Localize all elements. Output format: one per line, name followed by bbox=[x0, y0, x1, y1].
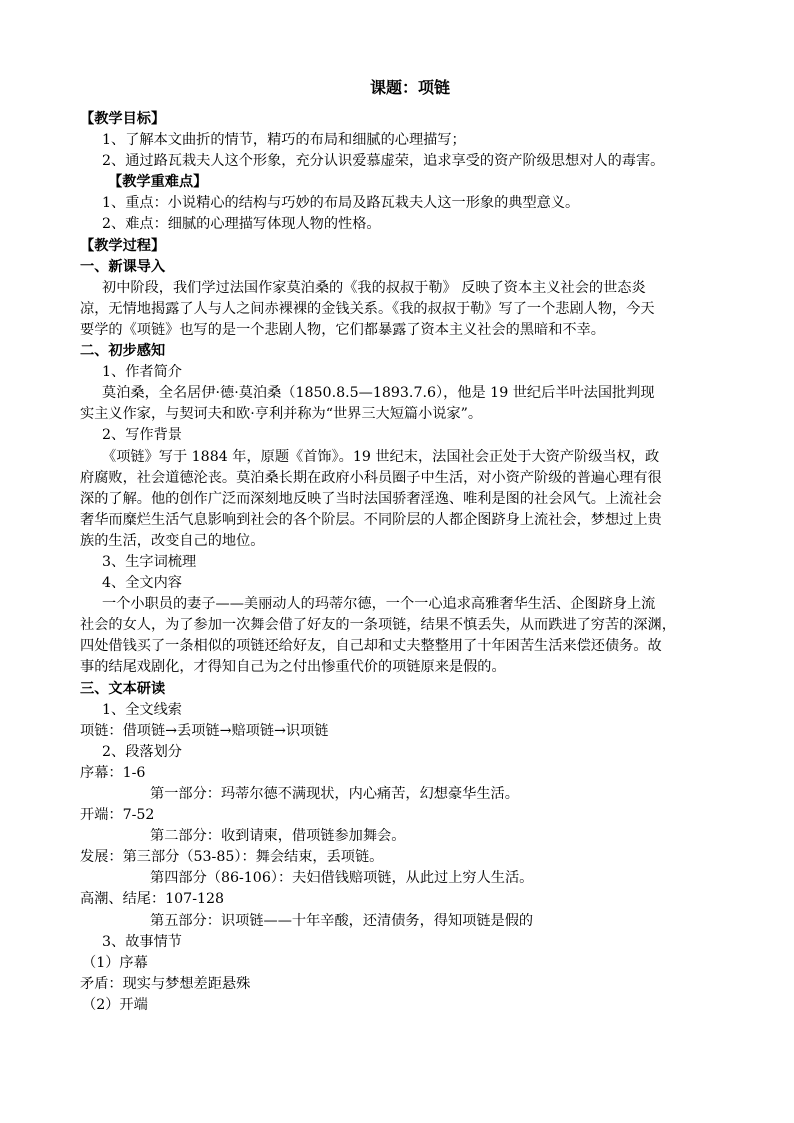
text-line: 第五部分：识项链——十年辛酸，还清债务，得知项链是假的 bbox=[150, 912, 534, 929]
section-heading-first-impression: 二、初步感知 bbox=[80, 343, 166, 360]
section-heading-text-study: 三、文本研读 bbox=[80, 680, 166, 697]
text-line: 发展：第三部分（53-85）：舞会结束，丢项链。 bbox=[80, 849, 384, 866]
section-heading-intro: 一、新课导入 bbox=[80, 258, 166, 275]
text-line: 社会的女人，为了参加一次舞会借了好友的一条项链，结果不慎丢失，从而跌进了穷苦的深渊， bbox=[80, 617, 676, 634]
document-body bbox=[80, 74, 740, 1016]
text-line: 高潮、结尾：107-128 bbox=[80, 891, 225, 908]
text-line: 3、生字词梳理 bbox=[102, 553, 197, 570]
text-line: 1、重点：小说精心的结构与巧妙的布局及路瓦栽夫人这一形象的典型意义。 bbox=[102, 195, 580, 212]
text-line: 1、了解本文曲折的情节，精巧的布局和细腻的心理描写； bbox=[102, 132, 466, 149]
text-line: 族的生活，改变自己的地位。 bbox=[80, 532, 265, 549]
text-line: 事的结尾戏剧化，才得知自己为之付出惨重代价的项链原来是假的。 bbox=[80, 659, 506, 676]
text-line: 矛盾：现实与梦想差距悬殊 bbox=[80, 975, 251, 992]
text-line: 《项链》写于 1884 年，原题《首饰》。19 世纪末，法国社会正处于大资产阶级当权，政 bbox=[102, 448, 660, 465]
text-line: 2、通过路瓦栽夫人这个形象，充分认识爱慕虚荣，追求享受的资产阶级思想对人的毒害。 bbox=[102, 153, 665, 170]
text-line: 序幕：1-6 bbox=[80, 764, 146, 781]
section-heading-objectives: 【教学目标】 bbox=[80, 111, 166, 127]
page-title: 课题：项链 bbox=[369, 78, 450, 97]
text-line: 深的了解。他的创作广泛而深刻地反映了当时法国骄奢淫逸、唯利是图的社会风气。上流社会 bbox=[80, 490, 662, 507]
text-line: 奢华而糜烂生活气息影响到社会的各个阶层。不同阶层的人都企图跻身上流社会，梦想过上贵 bbox=[80, 511, 662, 528]
text-line: 2、写作背景 bbox=[102, 427, 182, 444]
text-line: 第一部分：玛蒂尔德不满现状，内心痛苦，幻想豪华生活。 bbox=[150, 786, 519, 802]
text-line: 1、作者简介 bbox=[102, 364, 182, 381]
text-line: （1）序幕 bbox=[82, 954, 148, 971]
text-line: 1、全文线索 bbox=[102, 701, 182, 718]
text-line: 开端：7-52 bbox=[80, 807, 155, 824]
text-line: 项链：借项链→丢项链→赔项链→识项链 bbox=[80, 722, 329, 739]
text-line: 第二部分：收到请柬，借项链参加舞会。 bbox=[150, 828, 406, 845]
text-line: 2、段落划分 bbox=[102, 743, 182, 760]
text-line: 2、难点：细腻的心理描写体现人物的性格。 bbox=[102, 216, 381, 233]
section-heading-process: 【教学过程】 bbox=[80, 237, 166, 254]
text-line: 一个小职员的妻子——美丽动人的玛蒂尔德，一个一心追求高雅奢华生活、企图跻身上流 bbox=[102, 596, 656, 613]
text-line: 第四部分（86-106）：夫妇借钱赔项链，从此过上穷人生活。 bbox=[150, 870, 534, 887]
text-line: 3、故事情节 bbox=[102, 933, 182, 950]
text-line: 府腐败，社会道德沦丧。莫泊桑长期在政府小科员圈子中生活，对小资产阶级的普遍心理有很 bbox=[80, 469, 662, 486]
text-line: （2）开端 bbox=[82, 996, 148, 1013]
text-line: 四处借钱买了一条相似的项链还给好友，自己却和丈夫整整用了十年困苦生活来偿还债务。故 bbox=[80, 638, 662, 655]
section-heading-key-points: 【教学重难点】 bbox=[108, 174, 208, 191]
text-line: 4、全文内容 bbox=[102, 575, 182, 592]
text-line: 凉，无情地揭露了人与人之间赤裸裸的金钱关系。《我的叔叔于勒》写了一个悲剧人物，今天 bbox=[80, 300, 655, 317]
text-line: 实主义作家，与契诃夫和欧·亨利并称为“世界三大短篇小说家”。 bbox=[80, 406, 483, 423]
text-line: 要学的《项链》也写的是一个悲剧人物，它们都暴露了资本主义社会的黑暗和不幸。 bbox=[80, 321, 605, 338]
text-line: 初中阶段，我们学过法国作家莫泊桑的《我的叔叔于勒》 反映了资本主义社会的世态炎 bbox=[102, 279, 646, 296]
text-line: 莫泊桑，全名居伊·德·莫泊桑（1850.8.5—1893.7.6），他是 19 世纪后半叶法国批判现 bbox=[102, 385, 655, 402]
